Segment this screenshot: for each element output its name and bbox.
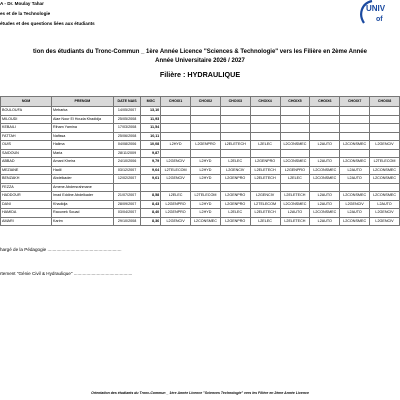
table-cell (370, 149, 400, 158)
table-row (1, 132, 400, 141)
table-cell: L2GENCIV (250, 192, 280, 201)
table-cell: 12/02/2007 (113, 175, 141, 184)
table-cell: Hadil (52, 166, 114, 175)
table-cell: Imad Eddine Abdelkader (52, 192, 114, 201)
table-row (1, 175, 400, 184)
table-cell (220, 115, 250, 124)
table-cell (340, 132, 370, 141)
table-cell: L2AUTO (310, 192, 340, 201)
table-cell: L2GENPRO (220, 192, 250, 201)
table-row (1, 192, 400, 201)
table-cell: FEZZA (1, 183, 52, 192)
table-cell: HADDOUR (1, 192, 52, 201)
column-header: CHOIX3 (220, 97, 250, 107)
table-cell: OUIS (1, 141, 52, 150)
table-cell: 03/04/2007 (113, 209, 141, 218)
table-cell: L2CONSMEC (370, 166, 400, 175)
table-cell: KEBAILI (1, 124, 52, 133)
table-row (1, 200, 400, 209)
table-cell: L2GENPRO (191, 141, 221, 150)
table-cell (250, 183, 280, 192)
table-row (1, 209, 400, 218)
table-cell: L2CONSMEC (370, 175, 400, 184)
table-cell: L2CONSMEC (310, 209, 340, 218)
table-cell: L2GENCIV (220, 166, 250, 175)
table-cell: L2ELEC (161, 192, 191, 201)
table-cell: 9,64 (141, 166, 161, 175)
table-cell: 11,54 (141, 124, 161, 133)
table-cell: 10,08 (141, 141, 161, 150)
table-cell: Amene Abdersrahmane (52, 183, 114, 192)
column-header: CHOIX5 (280, 97, 310, 107)
table-cell (250, 124, 280, 133)
table-cell: L2CONSMEC (340, 192, 370, 201)
table-cell: L2GENCIV (161, 158, 191, 167)
table-cell (250, 107, 280, 116)
table-cell: L2AUTO (310, 141, 340, 150)
table-cell: DANI (1, 200, 52, 209)
column-header: CHOIX8 (370, 97, 400, 107)
table-cell: SAIDOUN (1, 149, 52, 158)
document-title: tion des étudiants du Tronc-Commun _ 1ère Année Licence "Sciences & Technologie" vers les Filière en 2ème Année (33, 49, 367, 55)
table-cell: L2CONSMEC (310, 166, 340, 175)
table-cell: 10,11 (141, 132, 161, 141)
table-cell: HAMIDA (1, 209, 52, 218)
table-cell: Nafissa (52, 132, 114, 141)
table-cell: L2ELEC (280, 175, 310, 184)
header-line-1: A - Dr. Moulay Tahar (0, 1, 44, 6)
table-cell: L2AUTO (340, 166, 370, 175)
column-header: NOM (1, 97, 52, 107)
table-cell: 9,79 (141, 158, 161, 167)
table-cell: L2TELECOM (161, 166, 191, 175)
table-cell (280, 115, 310, 124)
table-cell: L2CONSMEC (370, 192, 400, 201)
table-cell: MEZIANE (1, 166, 52, 175)
table-header-row (1, 97, 400, 107)
table-row (1, 115, 400, 124)
table-cell (310, 115, 340, 124)
table-cell: L2GENPRO (280, 166, 310, 175)
column-header: PRENOM (52, 97, 114, 107)
page-footer: Orientation des étudiants du Tronc-Commun _ 1ère Année Licence "Sciences Technologie" vers les Filière en 2ème Année Licence (91, 391, 309, 395)
table-cell: L2AUTO (370, 200, 400, 209)
table-cell: L2ELEC (220, 209, 250, 218)
table-cell: L2GENPRO (161, 200, 191, 209)
table-cell: 9,87 (141, 149, 161, 158)
table-cell: L2HYD (161, 141, 191, 150)
column-header: CHOIX4 (250, 97, 280, 107)
table-cell (340, 124, 370, 133)
table-cell: Maria (52, 149, 114, 158)
table-cell: L2AUTO (310, 158, 340, 167)
university-logo (358, 0, 400, 24)
table-cell: L2HYD (191, 166, 221, 175)
table-cell: L2GENCIV (161, 217, 191, 226)
table-row (1, 166, 400, 175)
table-cell: L2GENPRO (220, 200, 250, 209)
table-cell: L2GENCIV (340, 200, 370, 209)
table-cell (340, 115, 370, 124)
table-cell: L2GENPRO (161, 209, 191, 218)
table-cell: L2GENPRO (220, 217, 250, 226)
column-header: CHOIX1 (161, 97, 191, 107)
column-header: CHOIX7 (340, 97, 370, 107)
table-cell: L2HYD (191, 209, 221, 218)
table-row (1, 183, 400, 192)
table-cell: FATTAH (1, 132, 52, 141)
table-cell (370, 115, 400, 124)
table-cell: 21/07/2007 (113, 192, 141, 201)
table-cell: L2ELETECH (250, 166, 280, 175)
table-cell: L2GENCIV (370, 141, 400, 150)
table-row (1, 217, 400, 226)
table-cell (340, 149, 370, 158)
table-cell: 9,61 (141, 175, 161, 184)
table-cell: 29/10/2008 (113, 217, 141, 226)
table-row (1, 124, 400, 133)
column-header: MGC (141, 97, 161, 107)
filiere-title: Filière : HYDRAULIQUE (159, 70, 241, 79)
table-cell: L2ELEC (220, 158, 250, 167)
table-row (1, 107, 400, 116)
table-cell: L2CONSMEC (191, 217, 221, 226)
table-cell: L2TELECOM (250, 200, 280, 209)
table-cell (220, 124, 250, 133)
table-cell (280, 149, 310, 158)
table-cell (310, 183, 340, 192)
table-cell: L2HYD (191, 175, 221, 184)
table-cell (340, 107, 370, 116)
table-cell: 8,58 (141, 192, 161, 201)
table-cell (220, 149, 250, 158)
table-cell: BOULOUFA (1, 107, 52, 116)
table-cell (370, 124, 400, 133)
table-cell (161, 149, 191, 158)
table-cell: Amani Kheira (52, 158, 114, 167)
table-cell (113, 183, 141, 192)
table-cell: L2AUTO (340, 175, 370, 184)
table-cell (280, 183, 310, 192)
table-cell (161, 107, 191, 116)
table-cell: 25/06/2008 (113, 132, 141, 141)
table-cell (161, 115, 191, 124)
column-header: DATE NAIS (113, 97, 141, 107)
table-cell: Halima (52, 141, 114, 150)
table-cell: L2ELETECH (280, 217, 310, 226)
table-cell (250, 132, 280, 141)
table-cell (280, 107, 310, 116)
table-cell: Alae Nour El Houda Khadidja (52, 115, 114, 124)
table-cell: Mebarka (52, 107, 114, 116)
table-cell: Karim (52, 217, 114, 226)
table-cell: L2ELETECH (250, 175, 280, 184)
table-cell: L2GENCIV (370, 209, 400, 218)
table-cell (161, 124, 191, 133)
table-cell: L2CONSMEC (280, 158, 310, 167)
table-cell: L2TELECOM (191, 192, 221, 201)
table-cell: Abdelkader (52, 175, 114, 184)
pedagogy-signature: hargé de la Pédagogie .......................................................... (0, 247, 122, 252)
table-cell: L2GENPRO (220, 175, 250, 184)
table-cell: Riham Yamina (52, 124, 114, 133)
table-cell (370, 132, 400, 141)
table-cell: 8,43 (141, 200, 161, 209)
academic-year: Année Universitaire 2026 / 2027 (155, 58, 245, 64)
table-cell: L2HYD (191, 200, 221, 209)
table-cell (161, 183, 191, 192)
header-line-2: es et de la Technologie (0, 11, 51, 16)
table-cell: L2AUTO (310, 217, 340, 226)
table-cell (220, 107, 250, 116)
table-cell (191, 183, 221, 192)
column-header: CHOIX6 (310, 97, 340, 107)
table-cell: AMARI (1, 217, 52, 226)
table-cell (191, 107, 221, 116)
table-body (1, 107, 400, 226)
table-cell (280, 124, 310, 133)
table-cell (191, 149, 221, 158)
table-cell: L2AUTO (340, 209, 370, 218)
table-cell: 11,93 (141, 115, 161, 124)
table-cell (191, 124, 221, 133)
header-line-3: études et des questions liées aux étudiants (0, 21, 95, 26)
table-cell (280, 132, 310, 141)
table-cell (141, 183, 161, 192)
table-cell: L2CONSMEC (340, 141, 370, 150)
table-cell: 28/09/2007 (113, 200, 141, 209)
table-cell (191, 132, 221, 141)
table-cell: L2ELETECH (280, 192, 310, 201)
table-cell: 24/10/2006 (113, 158, 141, 167)
table-cell: 25/05/2008 (113, 115, 141, 124)
table-cell: L2CONSMEC (280, 141, 310, 150)
table-cell: 04/08/2006 (113, 141, 141, 150)
table-cell: L2ELEC (250, 141, 280, 150)
table-cell (310, 107, 340, 116)
table-cell: L2ELETECH (220, 141, 250, 150)
table-cell: L2AUTO (280, 209, 310, 218)
table-cell: L2CONSMEC (340, 217, 370, 226)
table-cell: L2CONSMEC (280, 200, 310, 209)
table-row (1, 158, 400, 167)
table-cell: L2ELETECH (250, 209, 280, 218)
column-header: CHOIX2 (191, 97, 221, 107)
table-cell: L2AUTO (310, 200, 340, 209)
students-table (0, 96, 400, 226)
table-cell (220, 183, 250, 192)
logo-text-2: of (376, 16, 383, 23)
table-cell: L2HYD (191, 158, 221, 167)
table-cell: L2CONSMEC (340, 158, 370, 167)
table-cell: BENZAKH (1, 175, 52, 184)
logo-text-1: UNIV (366, 4, 386, 13)
table-cell: ABBAD (1, 158, 52, 167)
table-cell (191, 115, 221, 124)
table-cell (370, 183, 400, 192)
table-cell: 8,36 (141, 217, 161, 226)
table-cell: Raounek Souad (52, 209, 114, 218)
table-cell: L2GENCIV (161, 175, 191, 184)
table-row (1, 149, 400, 158)
table-cell (250, 149, 280, 158)
table-cell: 13,10 (141, 107, 161, 116)
table-cell: 14/05/2007 (113, 107, 141, 116)
table-cell (250, 115, 280, 124)
table-cell: 28/11/2009 (113, 149, 141, 158)
department-signature: rtement "Génie Civil & Hydraulique" .............................................. (0, 271, 133, 276)
table-cell: Khadidja (52, 200, 114, 209)
table-cell (310, 124, 340, 133)
table-cell: L2CONSMEC (310, 175, 340, 184)
table-cell: 8,40 (141, 209, 161, 218)
table-cell: L2GENPRO (250, 158, 280, 167)
table-cell (220, 132, 250, 141)
table-cell: L2ELEC (250, 217, 280, 226)
table-cell: MILOUDI (1, 115, 52, 124)
table-cell: 17/03/2008 (113, 124, 141, 133)
table-cell (310, 149, 340, 158)
table-cell (370, 107, 400, 116)
table-cell (161, 132, 191, 141)
table-row (1, 141, 400, 150)
table-cell (340, 183, 370, 192)
table-cell: L2GENCIV (370, 217, 400, 226)
table-cell (310, 132, 340, 141)
table-cell: L2TELECOM (370, 158, 400, 167)
table-cell: 03/12/2007 (113, 166, 141, 175)
